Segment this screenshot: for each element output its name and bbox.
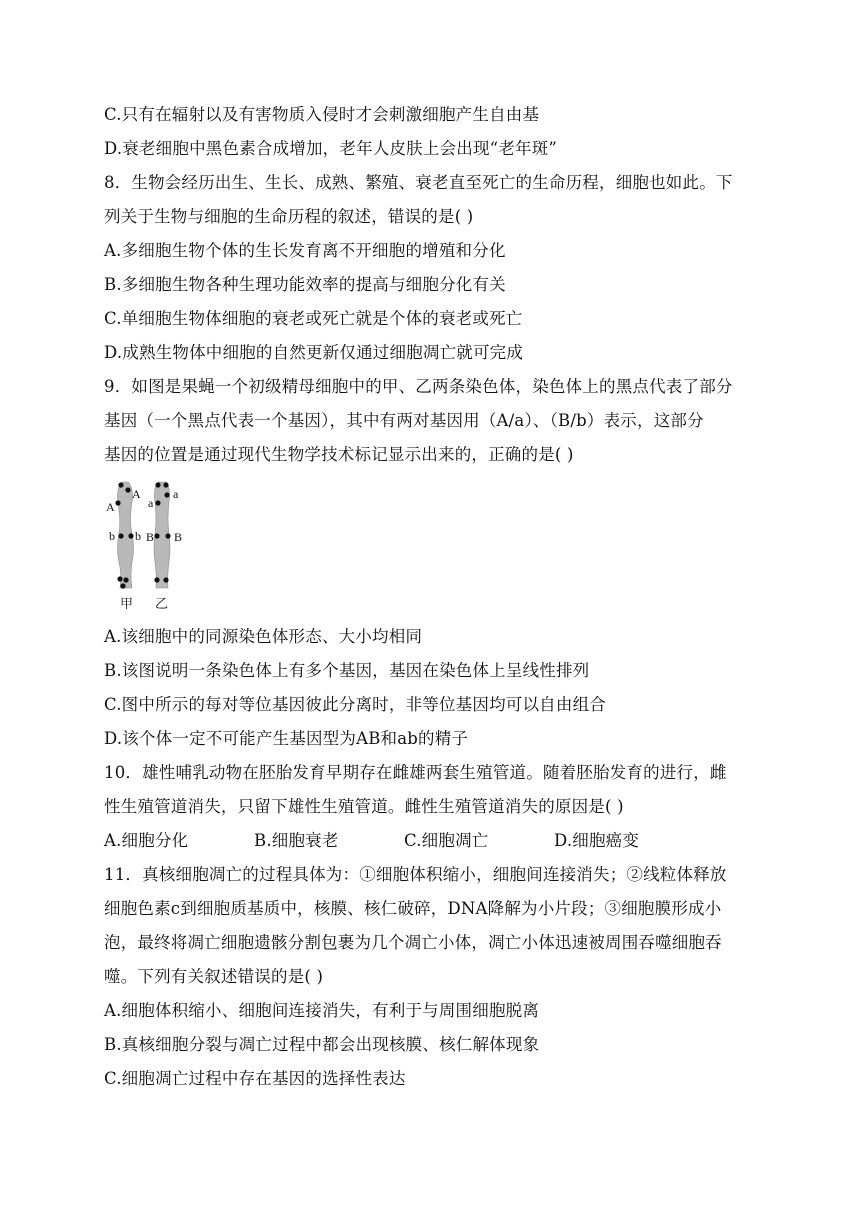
question-8-stem: 列关于生物与细胞的生命历程的叙述，错误的是( ): [104, 207, 474, 226]
question-11-stem: 细胞色素c到细胞质基质中，核膜、核仁破碎，DNA降解为小片段；③细胞膜形成小: [104, 899, 722, 918]
question-8-option-b: B.多细胞生物各种生理功能效率的提高与细胞分化有关: [104, 275, 506, 294]
gene-label: B: [174, 530, 183, 544]
question-10-option-d: D.细胞癌变: [554, 831, 640, 850]
gene-dot: [163, 482, 168, 487]
question-9-stem: 基因（一个黑点代表一个基因），其中有两对基因用（A/a）、（B/b）表示，这部分: [104, 411, 704, 430]
question-10-options: [104, 830, 639, 852]
gene-dot: [118, 482, 123, 487]
gene-dot: [163, 577, 168, 582]
gene-dot: [120, 583, 125, 588]
gene-dot: [165, 533, 170, 538]
gene-dot: [115, 500, 120, 505]
gene-dot: [125, 487, 130, 492]
question-10-stem: 性生殖管道消失，只留下雄性生殖管道。雌性生殖管道消失的原因是( ): [104, 797, 624, 816]
gene-dot: [128, 533, 133, 538]
question-9-option-a: A.该细胞中的同源染色体形态、大小均相同: [104, 627, 423, 646]
gene-dot: [155, 500, 160, 505]
text-line: D.衰老细胞中黑色素合成增加，老年人皮肤上会出现“老年斑”: [104, 139, 558, 158]
question-10-option-a: A.细胞分化: [104, 831, 189, 850]
gene-label: a: [148, 496, 154, 510]
gene-dot: [118, 533, 123, 538]
gene-label: B: [146, 530, 155, 544]
question-11-stem: 噬。下列有关叙述错误的是( ): [104, 967, 324, 986]
figure-caption-jia: 甲: [120, 597, 134, 612]
gene-dot: [164, 492, 169, 497]
question-11-option-a: A.细胞体积缩小、细胞间连接消失，有利于与周围细胞脱离: [104, 1001, 540, 1020]
gene-dot: [154, 577, 159, 582]
gene-label: a: [173, 487, 179, 501]
gene-dot: [154, 533, 159, 538]
gene-label: b: [109, 529, 115, 543]
question-8-option-d: D.成熟生物体中细胞的自然更新仅通过细胞凋亡就可完成: [104, 343, 524, 362]
question-8-stem: 8．生物会经历出生、生长、成熟、繁殖、衰老直至死亡的生命历程，细胞也如此。下: [104, 173, 733, 192]
question-9-option-d: D.该个体一定不可能产生基因型为AB和ab的精子: [104, 729, 469, 748]
gene-label: A: [132, 487, 141, 501]
question-11-option-b: B.真核细胞分裂与凋亡过程中都会出现核膜、核仁解体现象: [104, 1035, 540, 1054]
question-11-stem: 泡，最终将凋亡细胞遗骸分割包裹为几个凋亡小体，凋亡小体迅速被周围吞噬细胞吞: [104, 933, 722, 952]
question-10-option-b: B.细胞衰老: [254, 831, 339, 850]
gene-dot: [123, 577, 128, 582]
question-9-option-c: C.图中所示的每对等位基因彼此分离时，非等位基因均可以自由组合: [104, 695, 606, 714]
chromosome-figure: [100, 476, 200, 616]
gene-label: b: [135, 529, 141, 543]
question-11-stem: 11．真核细胞凋亡的过程具体为：①细胞体积缩小，细胞间连接消失；②线粒体释放: [104, 865, 727, 884]
gene-dot: [155, 482, 160, 487]
question-8-option-c: C.单细胞生物体细胞的衰老或死亡就是个体的衰老或死亡: [104, 309, 523, 328]
text-line: C.只有在辐射以及有害物质入侵时才会刺激细胞产生自由基: [104, 105, 540, 124]
figure-caption-yi: 乙: [155, 597, 169, 612]
question-9-stem: 9．如图是果蝇一个初级精母细胞中的甲、乙两条染色体，染色体上的黑点代表了部分: [104, 377, 733, 396]
question-8-option-a: A.多细胞生物个体的生长发育离不开细胞的增殖和分化: [104, 241, 506, 260]
gene-dot: [117, 576, 122, 581]
question-9-option-b: B.该图说明一条染色体上有多个基因，基因在染色体上呈线性排列: [104, 661, 590, 680]
question-9-stem: 基因的位置是通过现代生物学技术标记显示出来的，正确的是( ): [104, 445, 574, 464]
question-10-option-c: C.细胞凋亡: [404, 831, 489, 850]
question-11-option-c: C.细胞凋亡过程中存在基因的选择性表达: [104, 1069, 406, 1088]
question-10-stem: 10．雄性哺乳动物在胚胎发育早期存在雌雄两套生殖管道。随着胚胎发育的进行，雌: [104, 763, 727, 782]
gene-label: A: [106, 500, 115, 514]
